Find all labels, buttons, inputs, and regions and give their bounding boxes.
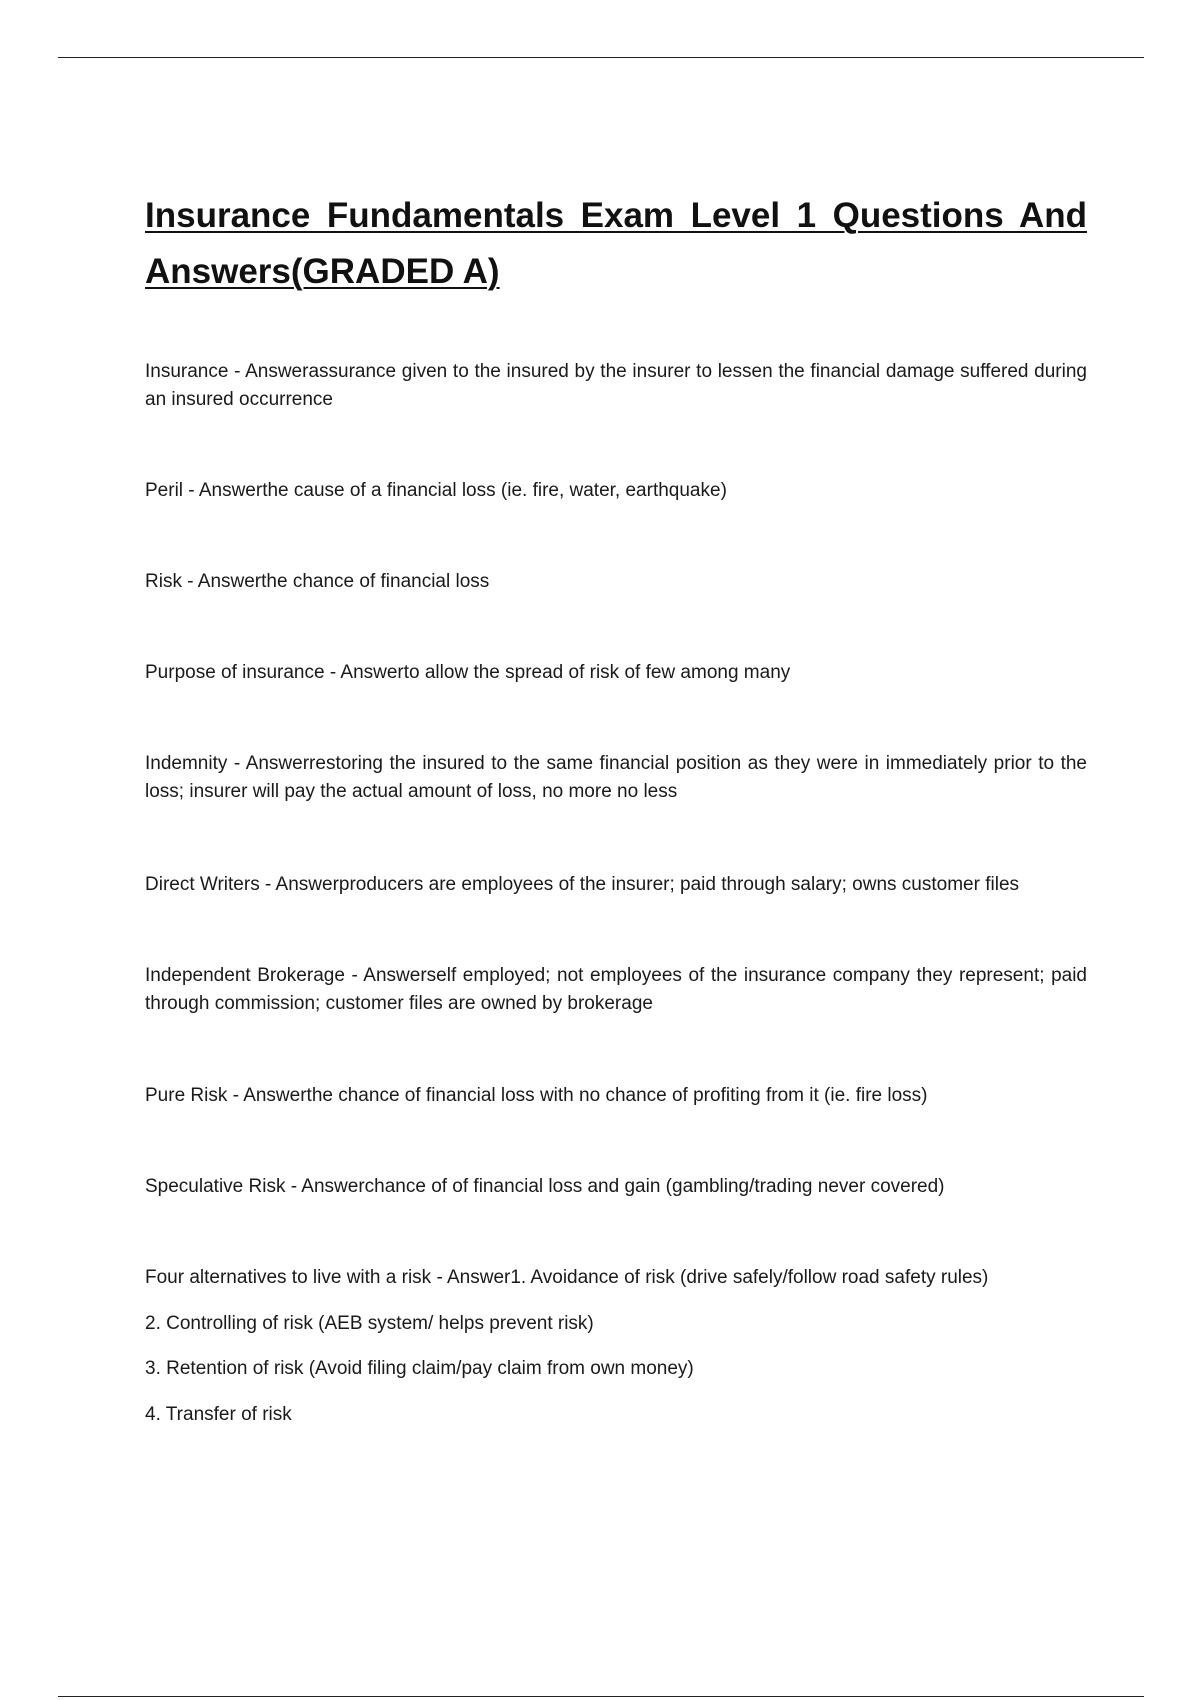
qa-speculative-risk: Speculative Risk - Answerchance of of financial loss and gain (gambling/trading never covered) bbox=[145, 1176, 945, 1197]
alternative-item: 3. Retention of risk (Avoid filing claim/pay claim from own money) bbox=[145, 1358, 694, 1379]
qa-independent-brokerage: Independent Brokerage - Answerself employed; not employees of the insurance company they represent; paid through commission; customer files are owned by brokerage bbox=[145, 965, 1087, 1014]
qa-purpose-of-insurance: Purpose of insurance - Answerto allow the spread of risk of few among many bbox=[145, 662, 791, 683]
qa-risk: Risk - Answerthe chance of financial loss bbox=[145, 571, 490, 592]
qa-four-alternatives: Four alternatives to live with a risk - Answer1. Avoidance of risk (drive safely/follow road safety rules) bbox=[145, 1267, 989, 1288]
footer-rule bbox=[58, 1696, 1144, 1697]
alternative-item: 4. Transfer of risk bbox=[145, 1404, 292, 1425]
document-title: Insurance Fundamentals Exam Level 1 Questions And Answers(GRADED A) bbox=[145, 196, 1087, 291]
header-rule bbox=[58, 57, 1144, 58]
qa-insurance: Insurance - Answerassurance given to the insured by the insurer to lessen the financial damage suffered during an insured occurrence bbox=[145, 361, 1087, 410]
qa-peril: Peril - Answerthe cause of a financial loss (ie. fire, water, earthquake) bbox=[145, 480, 727, 501]
qa-direct-writers: Direct Writers - Answerproducers are employees of the insurer; paid through salary; owns customer files bbox=[145, 874, 1020, 895]
qa-pure-risk: Pure Risk - Answerthe chance of financial loss with no chance of profiting from it (ie. fire loss) bbox=[145, 1085, 928, 1106]
qa-indemnity: Indemnity - Answerrestoring the insured to the same financial position as they were in immediately prior to the loss; insurer will pay the actual amount of loss, no more no less bbox=[145, 753, 1087, 802]
alternative-item: 2. Controlling of risk (AEB system/ helps prevent risk) bbox=[145, 1313, 594, 1334]
